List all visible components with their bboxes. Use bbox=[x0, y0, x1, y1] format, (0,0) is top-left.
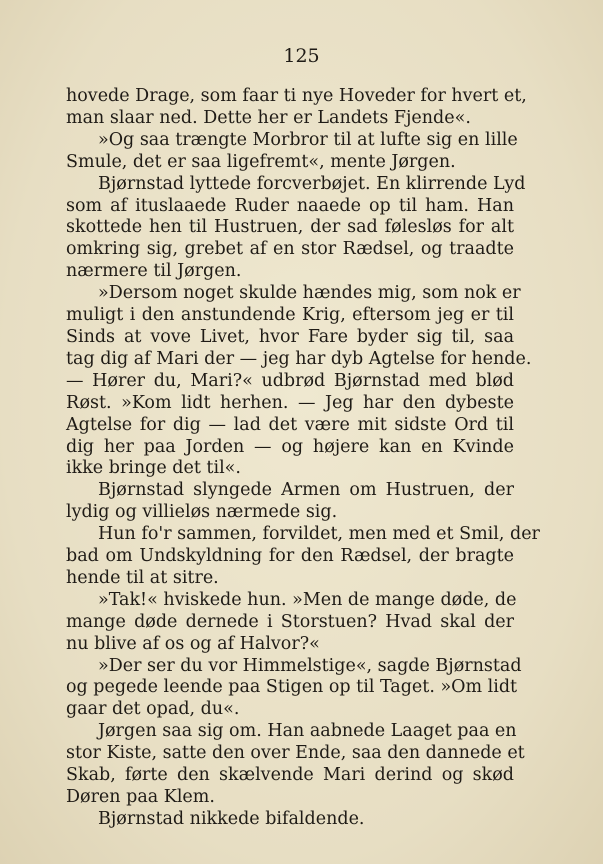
text-line: Bjørnstad lyttede forcverbøjet. En klirrende Lyd bbox=[98, 173, 526, 194]
text-line: Hun fo'r sammen, forvildet, men med et Smil, der bbox=[98, 524, 540, 545]
text-line: Smule, det er saa ligefremt«, mente Jørgen. bbox=[66, 151, 456, 172]
text-line: nærmere til Jørgen. bbox=[66, 261, 242, 282]
page-number: 125 bbox=[283, 45, 320, 67]
text-line: Bjørnstad slyngede Armen om Hustruen, der bbox=[98, 480, 514, 501]
text-line: hovede Drage, som faar ti nye Hoveder for hvert et, bbox=[66, 86, 527, 106]
text-line: muligt i den anstundende Krig, eftersom jeg er til bbox=[66, 305, 514, 326]
text-line: hende til at sitre. bbox=[66, 567, 219, 588]
text-line: bad om Undskyldning for den Rædsel, der bragte bbox=[66, 546, 514, 567]
text-line: ikke bringe det til«. bbox=[66, 458, 241, 479]
text-line: Sinds at vove Livet, hvor Fare byder sig til, saa bbox=[66, 326, 514, 347]
text-line: gaar det opad, du«. bbox=[66, 699, 240, 720]
text-line: som af ituslaaede Ruder naaede op til ham. Han bbox=[66, 195, 514, 216]
text-line: Agtelse for dig — lad det være mit sidste Ord til bbox=[66, 414, 514, 435]
text-line: Røst. »Kom lidt herhen. — Jeg har den dybeste bbox=[66, 392, 514, 413]
text-line: lydig og villieløs nærmede sig. bbox=[66, 502, 338, 523]
text-line: nu blive af os og af Halvor?« bbox=[66, 633, 320, 654]
text-line: Jørgen saa sig om. Han aabnede Laaget paa en bbox=[98, 721, 517, 742]
text-line: »Der ser du vor Himmelstige«, sagde Bjørnstad bbox=[98, 655, 522, 676]
text-line: »Dersom noget skulde hændes mig, som nok er bbox=[98, 283, 521, 304]
text-line: Bjørnstad nikkede bifaldende. bbox=[98, 808, 365, 829]
text-line: omkring sig, grebet af en stor Rædsel, og traadte bbox=[66, 239, 514, 260]
text-line: »Tak!« hviskede hun. »Men de mange døde, de bbox=[98, 589, 517, 610]
text-line: mange døde dernede i Storstuen? Hvad skal der bbox=[66, 611, 514, 632]
text-line: og pegede leende paa Stigen op til Taget. »Om lidt bbox=[66, 677, 518, 698]
text-line: tag dig af Mari der — jeg har dyb Agtelse for hende. bbox=[66, 348, 532, 369]
text-line: skottede hen til Hustruen, der sad følesløs for alt bbox=[66, 217, 514, 238]
text-line: stor Kiste, satte den over Ende, saa den dannede et bbox=[66, 743, 525, 764]
text-line: Skab, førte den skælvende Mari derind og skød bbox=[66, 765, 514, 786]
text-line: man slaar ned. Dette her er Landets Fjende«. bbox=[66, 107, 471, 128]
text-line: dig her paa Jorden — og højere kan en Kvinde bbox=[66, 436, 514, 457]
body-text bbox=[66, 86, 540, 831]
text-line: Døren paa Klem. bbox=[66, 787, 215, 807]
text-line: »Og saa trængte Morbror til at lufte sig en lille bbox=[98, 129, 518, 150]
text-line: — Hører du, Mari?« udbrød Bjørnstad med blød bbox=[66, 370, 514, 391]
